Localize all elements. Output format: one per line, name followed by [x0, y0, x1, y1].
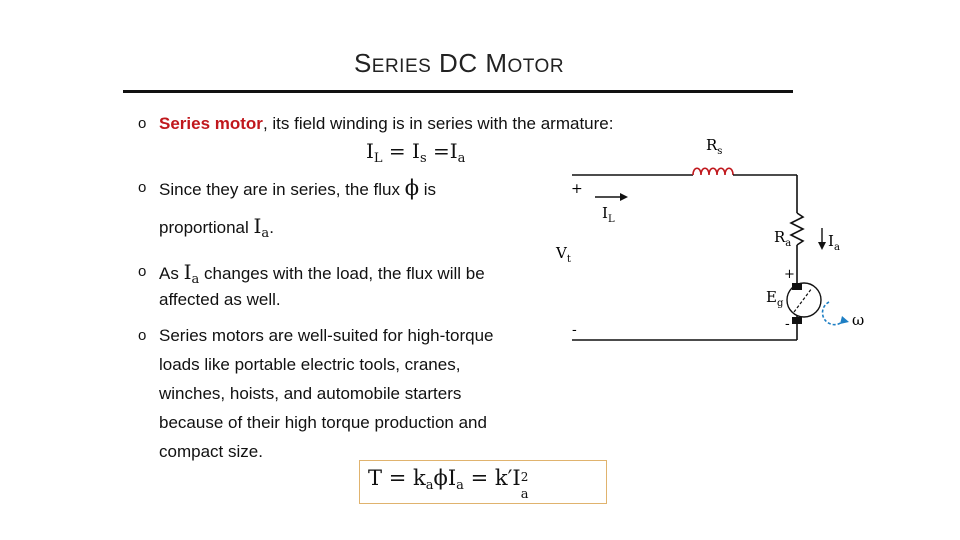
series-motor-circuit	[550, 130, 880, 360]
current-equation: $I_L = I_s =I_a$	[366, 139, 466, 166]
eg-minus: -	[785, 316, 790, 332]
vt-label: $V_t$	[556, 244, 571, 265]
phi-symbol: ϕ	[404, 176, 420, 200]
eg-label: $E_g$	[766, 288, 784, 309]
eg-plus: +	[784, 267, 795, 282]
title-underline	[123, 90, 793, 93]
vt-minus: -	[572, 322, 577, 338]
ia-label: $I_a$	[828, 232, 840, 253]
torque-equation: $T = k_a\phi I_a = k'I$ 2 a	[368, 466, 529, 502]
il-label: $I_L$	[602, 204, 615, 225]
omega-label: ω	[852, 311, 865, 329]
brush-bottom	[792, 317, 802, 324]
highlight-series-motor: Series motor	[159, 114, 263, 133]
brush-top	[792, 283, 802, 290]
rs-label: $R_s$	[706, 136, 723, 157]
slide-title: SERIES DC MOTOR	[353, 48, 565, 78]
vt-plus: +	[571, 181, 583, 197]
bullet-marker: o	[138, 115, 147, 132]
ra-label: $R_a$	[774, 228, 792, 249]
